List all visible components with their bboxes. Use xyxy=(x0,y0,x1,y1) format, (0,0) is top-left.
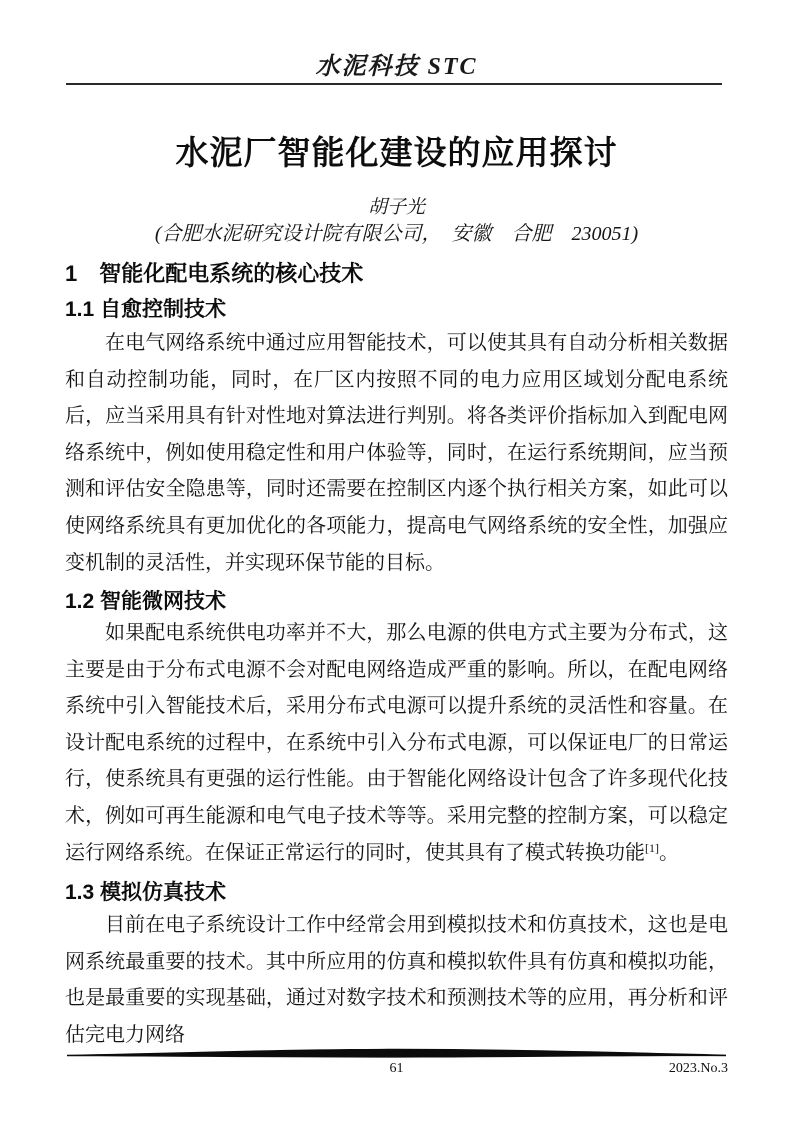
issue-label: 2023.No.3 xyxy=(668,1061,728,1076)
article-title: 水泥厂智能化建设的应用探讨 xyxy=(175,134,618,171)
journal-title: 水泥科技 STC xyxy=(315,54,478,80)
section-1-2-text-tail: 。 xyxy=(659,841,679,864)
section-1-1-heading: 1.1 自愈控制技术 xyxy=(65,298,227,321)
footer-rule-bar xyxy=(65,1046,728,1060)
page-number: 61 xyxy=(389,1061,404,1076)
section-1-1-paragraph: 在电气网络系统中通过应用智能技术，可以使其具有自动分析相关数据和自动控制功能，同时，在厂区内按照不同的电力应用区域划分配电系统后，应当采用具有针对性地对算法进行判别。将各类评价指标加入到配电网络系统中，例如使用稳定性和用户体验等，同时，在运行系统期间，应当预测和评估安全隐患等，同时还需要在控制区内逐个执行相关方案，如此可以使网络系统具有更加优化的各项能力，提高电气网络系统的安全性，加强应变机制的灵活性，并实现环保节能的目标。 xyxy=(65,332,728,574)
author-name: 胡子光 xyxy=(367,197,425,218)
section-1-3-heading: 1.3 模拟仿真技术 xyxy=(65,881,227,904)
footer xyxy=(65,1061,728,1081)
section-1-2-paragraph xyxy=(65,615,728,871)
section-1-2-text: 如果配电系统供电功率并不大，那么电源的供电方式主要为分布式，这主要是由于分布式电源不会对配电网络造成严重的影响。所以，在配电网络系统中引入智能技术后，采用分布式电源可以提升系统的灵活性和容量。在设计配电系统的过程中，在系统中引入分布式电源，可以保证电厂的日常运行，使系统具有更强的运行性能。由于智能化网络设计包含了许多现代化技术，例如可再生能源和电气电子技术等等。采用完整的控制方案，可以稳定运行网络系统。在保证正常运行的同时，使其具有了模式转换功能 xyxy=(65,622,728,864)
footer-rule-shape xyxy=(65,1046,728,1060)
author-affiliation: (合肥水泥研究设计院有限公司， 安徽 合肥 230051) xyxy=(154,223,639,245)
citation-ref-1: [1] xyxy=(645,840,659,855)
header-rule xyxy=(66,83,722,85)
section-1-3-paragraph: 目前在电子系统设计工作中经常会用到模拟技术和仿真技术，这也是电网系统最重要的技术。其中所应用的仿真和模拟软件具有仿真和模拟功能，也是最重要的实现基础，通过对数字技术和预测技术等的应用，再分析和评估完电力网络 xyxy=(65,914,728,1046)
section-1-2-heading: 1.2 智能微网技术 xyxy=(65,590,227,613)
section-1-heading: 1 智能化配电系统的核心技术 xyxy=(65,261,364,286)
